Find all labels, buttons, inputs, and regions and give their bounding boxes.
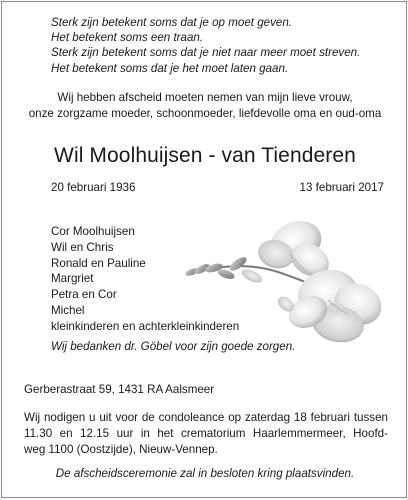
poem-line: Het betekent soms een traan. (51, 31, 204, 45)
condolence-invitation (24, 410, 388, 457)
poem-line: Sterk zijn betekent soms dat je op moet geven. (51, 16, 293, 29)
death-date: 13 februari 2017 (299, 181, 384, 194)
intro-line: Wij hebben afscheid moeten nemen van mijn lieve vrouw, (57, 91, 353, 104)
ceremony-note: De afscheidsceremonie zal in besloten kring plaatsvinden. (55, 467, 355, 480)
poem-line: Het betekent soms dat je het moet laten gaan. (51, 61, 289, 75)
birth-date: 20 februari 1936 (51, 181, 136, 194)
intro-line: onze zorgzame moeder, schoonmoeder, liefdevolle oma en oud-oma (28, 106, 382, 120)
invitation-line: 11.30 en 12.15 uur in het crematorium Haarlemmermeer, Hoofd- (24, 426, 388, 440)
family-member: Ronald en Pauline (51, 256, 146, 270)
family-member: Michel (51, 303, 85, 317)
invitation-line: weg 1100 (Oostzijde), Nieuw-Vennep. (24, 442, 218, 456)
deceased-name: Wil Moolhuijsen - van Tienderen (54, 144, 356, 167)
family-member: Cor Moolhuijsen (51, 225, 135, 238)
obituary-card (1, 1, 407, 498)
family-member: kleinkinderen en achterkleinkinderen (51, 319, 240, 333)
poem-line: Sterk zijn betekent soms dat je niet naar meer moet streven. (51, 46, 361, 60)
home-address: Gerberastraat 59, 1431 RA Aalsmeer (24, 383, 215, 396)
family-member: Petra en Cor (51, 288, 117, 302)
invitation-line: Wij nodigen u uit voor de condoleance op zaterdag 18 februari tussen (24, 411, 388, 424)
announcement-intro (2, 90, 407, 121)
thanks-note: Wij bedanken dr. Göbel voor zijn goede zorgen. (51, 340, 296, 353)
poem (51, 15, 391, 76)
family-member: Wil en Chris (51, 240, 114, 254)
family-member: Margriet (51, 272, 94, 286)
